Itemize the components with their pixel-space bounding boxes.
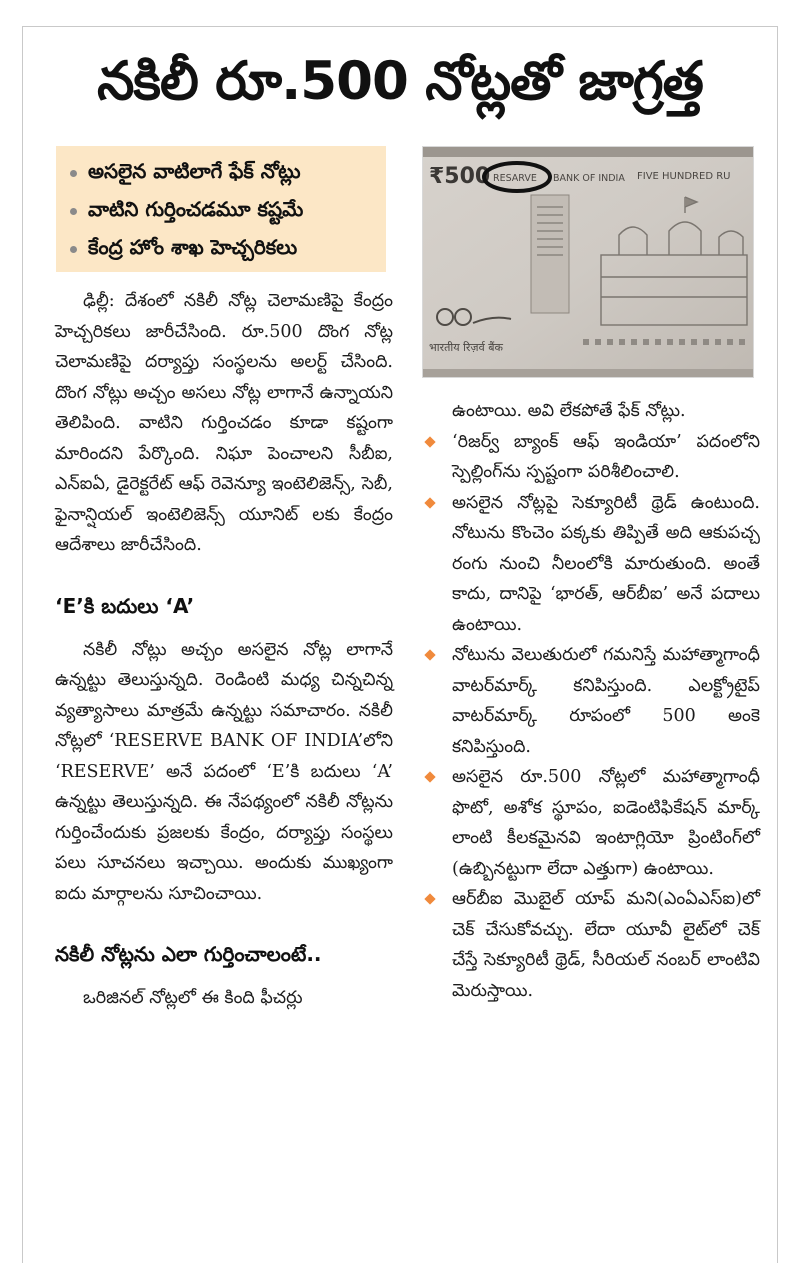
highlight-text: అసలైన వాటిలాగే ఫేక్ నోట్లు [88, 158, 301, 183]
body-paragraph: ఒరిజినల్ నోట్లలో ఈ కింది ఫీచర్లు [83, 988, 303, 1008]
subheading-how-to-identify: నకిలీ నోట్లను ఎలా గుర్తించాలంటే.. [55, 942, 322, 966]
diamond-bullet-icon [424, 436, 435, 447]
body-paragraph: నకిలీ నోట్లు అచ్చం అసలైన నోట్ల లాగానే ఉన్నట్టు తెలుస్తున్నది. రెండింటి మధ్య చిన్నచిన్న వ్యత్యాసాలు మాత్రమే ఉన్నట్టు సమాచారం. నకిలీ నోట్లలో ‘RESERVE BANK OF INDIA’లోని ‘RESERVE’ అనే పదంలో ‘E’కి బదులు ‘A’ ఉన్నట్టు తెలుస్తున్నది. ఈ నేపథ్యంలో నకిలీ నోట్లను గుర్తించేందుకు ప్రజలకు కేంద్రం, దర్యాప్తు సంస్థలు పలు సూచనలు ఇచ్చాయి. అందుకు ముఖ్యంగా ఐదు మార్గాలను సూచించాయి. [55, 639, 393, 904]
banknote-photo [422, 146, 754, 378]
tip-item [422, 427, 760, 488]
highlight-item [70, 192, 386, 230]
left-column [55, 286, 393, 1014]
denomination-label: ₹500 [429, 164, 491, 189]
tip-item [422, 762, 760, 884]
tip-text: నోటును వెలుతురులో గమనిస్తే మహాత్మాగాంధీ వాటర్‌మార్క్ కనిపిస్తుంది. ఎలక్ట్రోటైప్ వాటర్‌మార్క్ రూపంలో 500 అంకె కనిపిస్తుంది. [452, 645, 760, 757]
tip-text: ఆర్‌బీఐ మొబైల్ యాప్ మని(ఎంఏఎస్ఐ)లో చెక్ చేసుకోవచ్చు. లేదా యూవీ లైట్‌లో చెక్ చేస్తే సెక్యూరిటీ థ్రెడ్, సీరియల్ నంబర్ లాంటివి మెరుస్తాయి. [452, 889, 760, 1001]
subheading-e-for-a: ‘E’కి బదులు ‘A’ [55, 593, 195, 618]
highlight-item [70, 230, 386, 268]
diamond-bullet-icon [424, 771, 435, 782]
tip-text: అసలైన రూ.500 నోట్లలో మహాత్మాగాంధీ ఫొటో, అశోక స్థూపం, ఐడెంటిఫికేషన్ మార్క్ లాంటి కీలకమైనవి ఇంటాగ్లియో ప్రింటింగ్‌లో (ఉబ్బినట్టుగా లేదా ఎత్తుగా) ఉంటాయి. [452, 767, 760, 879]
intro-paragraph: ఢిల్లీ: దేశంలో నకిలీ నోట్ల చెలామణిపై కేంద్రం హెచ్చరికలు జారీచేసింది. రూ.500 దొంగ నోట్ల చెలామణిపై దర్యాప్తు సంస్థలను అలర్ట్ చేసింది. దొంగ నోట్లు అచ్చం అసలు నోట్ల లాగానే ఉన్నాయని తెలిపింది. వాటిని గుర్తించడం కూడా కష్టంగా మారిందని పేర్కొంది. నిఘా పెంచాలని సీబీఐ, ఎన్ఐఏ, డైరెక్టరేట్ ఆఫ్ రెవెన్యూ ఇంటెలిజెన్స్, సెబీ, ఫైనాన్షియల్ ఇంటెలిజెన్స్ యూనిట్ లకు కేంద్రం ఆదేశాలు జారీచేసింది. [55, 291, 393, 555]
tip-text: ‘రిజర్వ్ బ్యాంక్ ఆఫ్ ఇండియా’ పదంలోని స్పెల్లింగ్‌ను స్పష్టంగా పరిశీలించాలి. [452, 431, 760, 482]
tip-item [422, 884, 760, 1006]
highlights-box [56, 146, 386, 272]
continuation-text: ఉంటాయి. అవి లేకపోతే ఫేక్ నోట్లు. [452, 401, 686, 421]
tip-item [422, 488, 760, 641]
value-label: FIVE HUNDRED RU [637, 171, 731, 182]
highlight-text: కేంద్ర హోం శాఖ హెచ్చరికలు [88, 234, 298, 259]
bullet-dot-icon [70, 208, 77, 215]
highlight-item [70, 154, 386, 192]
headline: నకిలీ రూ.500 నోట్లతో జాగ్రత్త [97, 51, 703, 112]
diamond-bullet-icon [424, 649, 435, 660]
right-column [422, 396, 760, 1006]
diamond-bullet-icon [424, 893, 435, 904]
tip-text: అసలైన నోట్లపై సెక్యూరిటీ థ్రెడ్ ఉంటుంది. నోటును కొంచెం పక్కకు తిప్పితే అది ఆకుపచ్చ రంగు నుంచి నీలంలోకి మారుతుంది. అంతే కాదు, దానిపై ‘భారత్, ఆర్‌బీఐ’ అనే పదాలు ఉంటాయి. [452, 492, 760, 635]
bank-name-label: BANK OF INDIA [553, 173, 625, 184]
bullet-dot-icon [70, 170, 77, 177]
tip-item [422, 640, 760, 762]
banknote-illustration [423, 147, 754, 378]
bullet-dot-icon [70, 246, 77, 253]
hindi-bank-label: भारतीय रिज़र्व बैंक [429, 341, 503, 354]
circled-word-label: RESARVE [493, 173, 537, 184]
highlight-text: వాటిని గుర్తించడమూ కష్టమే [88, 196, 304, 221]
diamond-bullet-icon [424, 497, 435, 508]
